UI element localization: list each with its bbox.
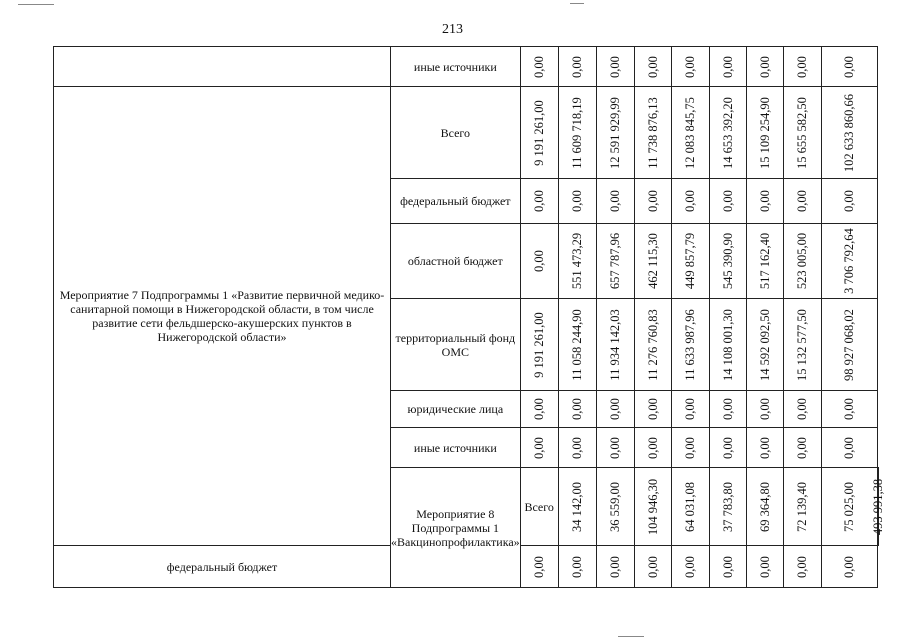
value-text: 0,00 — [757, 436, 772, 459]
value-text: 11 934 142,03 — [608, 308, 623, 381]
value-cell — [671, 179, 709, 224]
value-cell — [634, 87, 671, 179]
value-cell — [634, 299, 671, 391]
value-text: 0,00 — [570, 190, 585, 212]
table-row — [54, 87, 879, 179]
value-text: 64 031,08 — [683, 481, 698, 532]
value-text: 0,00 — [757, 190, 772, 212]
value-cell — [746, 391, 783, 428]
value-cell — [596, 47, 634, 87]
funding-source-cell: Всего — [391, 87, 521, 179]
value-text: 0,00 — [645, 436, 660, 459]
value-cell — [709, 47, 746, 87]
value-text: 0,00 — [570, 436, 585, 459]
value-cell — [671, 47, 709, 87]
event-cell — [54, 47, 391, 87]
value-text: 462 115,30 — [645, 233, 660, 289]
value-text: 0,00 — [608, 555, 623, 578]
value-text: 0,00 — [757, 555, 772, 578]
scan-mark — [618, 636, 644, 637]
funding-source-cell: территориальный фонд ОМС — [391, 299, 521, 391]
value-cell — [558, 391, 596, 428]
value-cell — [709, 391, 746, 428]
value-cell — [783, 391, 821, 428]
value-cell — [671, 87, 709, 179]
value-text: 0,00 — [532, 250, 547, 272]
value-cell — [746, 468, 783, 546]
value-cell — [558, 428, 596, 468]
page-number: 213 — [442, 22, 463, 37]
value-text: 0,00 — [570, 398, 585, 420]
funding-source-cell: областной бюджет — [391, 224, 521, 299]
value-text: 12 591 929,99 — [608, 96, 623, 169]
value-cell — [634, 428, 671, 468]
value-cell — [596, 87, 634, 179]
value-text: 0,00 — [683, 555, 698, 578]
scan-mark — [570, 3, 584, 4]
funding-source-cell: Всего — [520, 468, 558, 546]
scan-mark — [18, 4, 54, 5]
value-text: 0,00 — [532, 398, 547, 420]
value-text: 0,00 — [842, 55, 857, 78]
value-text: 0,00 — [683, 55, 698, 78]
total-cell — [821, 179, 877, 224]
value-cell — [520, 179, 558, 224]
value-text: 0,00 — [683, 436, 698, 459]
value-cell — [634, 47, 671, 87]
value-cell — [558, 468, 596, 546]
value-text: 0,00 — [645, 55, 660, 78]
value-cell — [558, 546, 596, 588]
value-text: 0,00 — [532, 55, 547, 78]
value-text: 0,00 — [532, 436, 547, 459]
value-cell — [520, 428, 558, 468]
value-cell — [746, 546, 783, 588]
value-cell — [709, 299, 746, 391]
value-text: 104 946,30 — [645, 478, 660, 535]
value-cell — [596, 299, 634, 391]
table-row — [54, 47, 879, 87]
value-text: 0,00 — [608, 436, 623, 459]
value-cell — [671, 299, 709, 391]
value-text: 545 390,90 — [720, 232, 735, 290]
value-cell — [596, 468, 634, 546]
total-cell — [821, 428, 877, 468]
value-cell — [709, 87, 746, 179]
value-cell — [746, 224, 783, 299]
value-cell — [596, 224, 634, 299]
value-text: 0,00 — [570, 55, 585, 78]
value-text: 75 025,00 — [842, 481, 857, 532]
value-cell — [746, 299, 783, 391]
value-cell — [746, 47, 783, 87]
value-text: 14 653 392,20 — [720, 96, 735, 169]
value-cell — [783, 428, 821, 468]
value-text: 0,00 — [795, 555, 810, 578]
funding-source-cell: иные источники — [391, 47, 521, 87]
value-text: 15 109 254,90 — [757, 96, 772, 169]
funding-source-cell: юридические лица — [391, 391, 521, 428]
value-text: 0,00 — [795, 398, 810, 420]
value-text: 0,00 — [683, 190, 698, 212]
value-text: 0,00 — [608, 398, 623, 420]
value-text: 0,00 — [645, 398, 660, 420]
value-cell — [783, 299, 821, 391]
total-cell — [821, 87, 877, 179]
value-cell — [596, 391, 634, 428]
value-text: 36 559,00 — [608, 481, 623, 532]
value-cell — [634, 224, 671, 299]
value-text: 0,00 — [795, 190, 810, 212]
value-text: 0,00 — [720, 398, 735, 420]
value-cell — [558, 299, 596, 391]
value-text: 493 991,38 — [870, 478, 885, 535]
value-text: 15 655 582,50 — [795, 96, 810, 169]
value-cell — [671, 468, 709, 546]
value-text: 11 058 244,90 — [570, 308, 585, 381]
value-cell — [783, 179, 821, 224]
value-text: 0,00 — [683, 398, 698, 420]
total-cell — [821, 546, 877, 588]
value-text: 0,00 — [645, 555, 660, 578]
value-cell — [520, 299, 558, 391]
value-text: 517 162,40 — [757, 232, 772, 290]
funding-source-cell: иные источники — [391, 428, 521, 468]
event-cell: Мероприятие 8 Подпрограммы 1 «Вакцинопрофилактика» — [391, 468, 521, 588]
value-cell — [746, 428, 783, 468]
financing-table — [53, 46, 885, 588]
value-text: 0,00 — [842, 190, 857, 212]
value-cell — [671, 428, 709, 468]
value-cell — [634, 391, 671, 428]
value-cell — [596, 546, 634, 588]
value-text: 0,00 — [570, 555, 585, 578]
value-text: 0,00 — [645, 190, 660, 212]
value-cell — [709, 468, 746, 546]
value-text: 72 139,40 — [795, 481, 810, 532]
total-cell — [821, 299, 877, 391]
value-text: 9 191 261,00 — [532, 311, 547, 378]
value-cell — [671, 391, 709, 428]
value-text: 523 005,00 — [795, 232, 810, 290]
value-text: 14 108 001,30 — [720, 308, 735, 381]
value-text: 0,00 — [608, 190, 623, 212]
value-cell — [783, 87, 821, 179]
value-text: 0,00 — [757, 55, 772, 78]
value-cell — [520, 87, 558, 179]
value-cell — [671, 546, 709, 588]
value-text: 0,00 — [720, 55, 735, 78]
value-text: 98 927 068,02 — [842, 308, 857, 381]
value-text: 11 633 987,96 — [683, 308, 698, 381]
value-text: 11 738 876,13 — [645, 96, 660, 169]
value-cell — [709, 428, 746, 468]
value-cell — [634, 468, 671, 546]
value-text: 0,00 — [842, 436, 857, 459]
total-cell — [870, 468, 885, 546]
value-cell — [746, 179, 783, 224]
value-cell — [709, 224, 746, 299]
value-cell — [783, 224, 821, 299]
total-cell — [821, 47, 877, 87]
value-cell — [634, 546, 671, 588]
value-text: 0,00 — [532, 555, 547, 578]
value-cell — [821, 468, 877, 546]
value-text: 0,00 — [720, 436, 735, 459]
value-cell — [558, 179, 596, 224]
total-cell — [821, 224, 877, 299]
value-cell — [783, 546, 821, 588]
value-text: 37 783,80 — [720, 481, 735, 532]
value-cell — [520, 391, 558, 428]
value-cell — [709, 179, 746, 224]
value-cell — [671, 224, 709, 299]
value-cell — [634, 179, 671, 224]
value-cell — [709, 546, 746, 588]
value-text: 34 142,00 — [570, 481, 585, 532]
value-text: 551 473,29 — [570, 232, 585, 290]
value-cell — [558, 224, 596, 299]
value-cell — [520, 224, 558, 299]
value-cell — [520, 47, 558, 87]
value-text: 0,00 — [795, 55, 810, 78]
total-cell — [821, 391, 877, 428]
value-text: 0,00 — [720, 190, 735, 212]
event-cell: Мероприятие 7 Подпрограммы 1 «Развитие первичной медико-санитарной помощи в Нижегородской области, в том числе развитие сети фельдшерско-акушерских пунктов в Нижегородской области» — [54, 87, 391, 546]
value-cell — [783, 468, 821, 546]
value-text: 0,00 — [720, 555, 735, 578]
value-text: 3 706 792,64 — [842, 228, 857, 294]
value-text: 12 083 845,75 — [683, 96, 698, 169]
value-text: 14 592 092,50 — [757, 308, 772, 381]
value-cell — [596, 179, 634, 224]
value-cell — [558, 47, 596, 87]
funding-source-cell: федеральный бюджет — [54, 546, 391, 588]
value-cell — [558, 87, 596, 179]
value-cell — [596, 428, 634, 468]
value-cell — [520, 546, 558, 588]
value-text: 11 276 760,83 — [645, 308, 660, 381]
value-text: 9 191 261,00 — [532, 99, 547, 166]
value-text: 449 857,79 — [683, 232, 698, 290]
value-text: 0,00 — [842, 398, 857, 420]
value-text: 0,00 — [532, 190, 547, 212]
value-text: 102 633 860,66 — [842, 93, 857, 172]
value-text: 0,00 — [757, 398, 772, 420]
value-text: 15 132 577,50 — [795, 308, 810, 381]
value-text: 0,00 — [795, 436, 810, 459]
value-text: 0,00 — [842, 555, 857, 578]
value-text: 69 364,80 — [757, 481, 772, 532]
funding-source-cell: федеральный бюджет — [391, 179, 521, 224]
value-text: 11 609 718,19 — [570, 96, 585, 169]
value-cell — [783, 47, 821, 87]
value-text: 0,00 — [608, 55, 623, 78]
value-text: 657 787,96 — [608, 232, 623, 290]
value-cell — [746, 87, 783, 179]
